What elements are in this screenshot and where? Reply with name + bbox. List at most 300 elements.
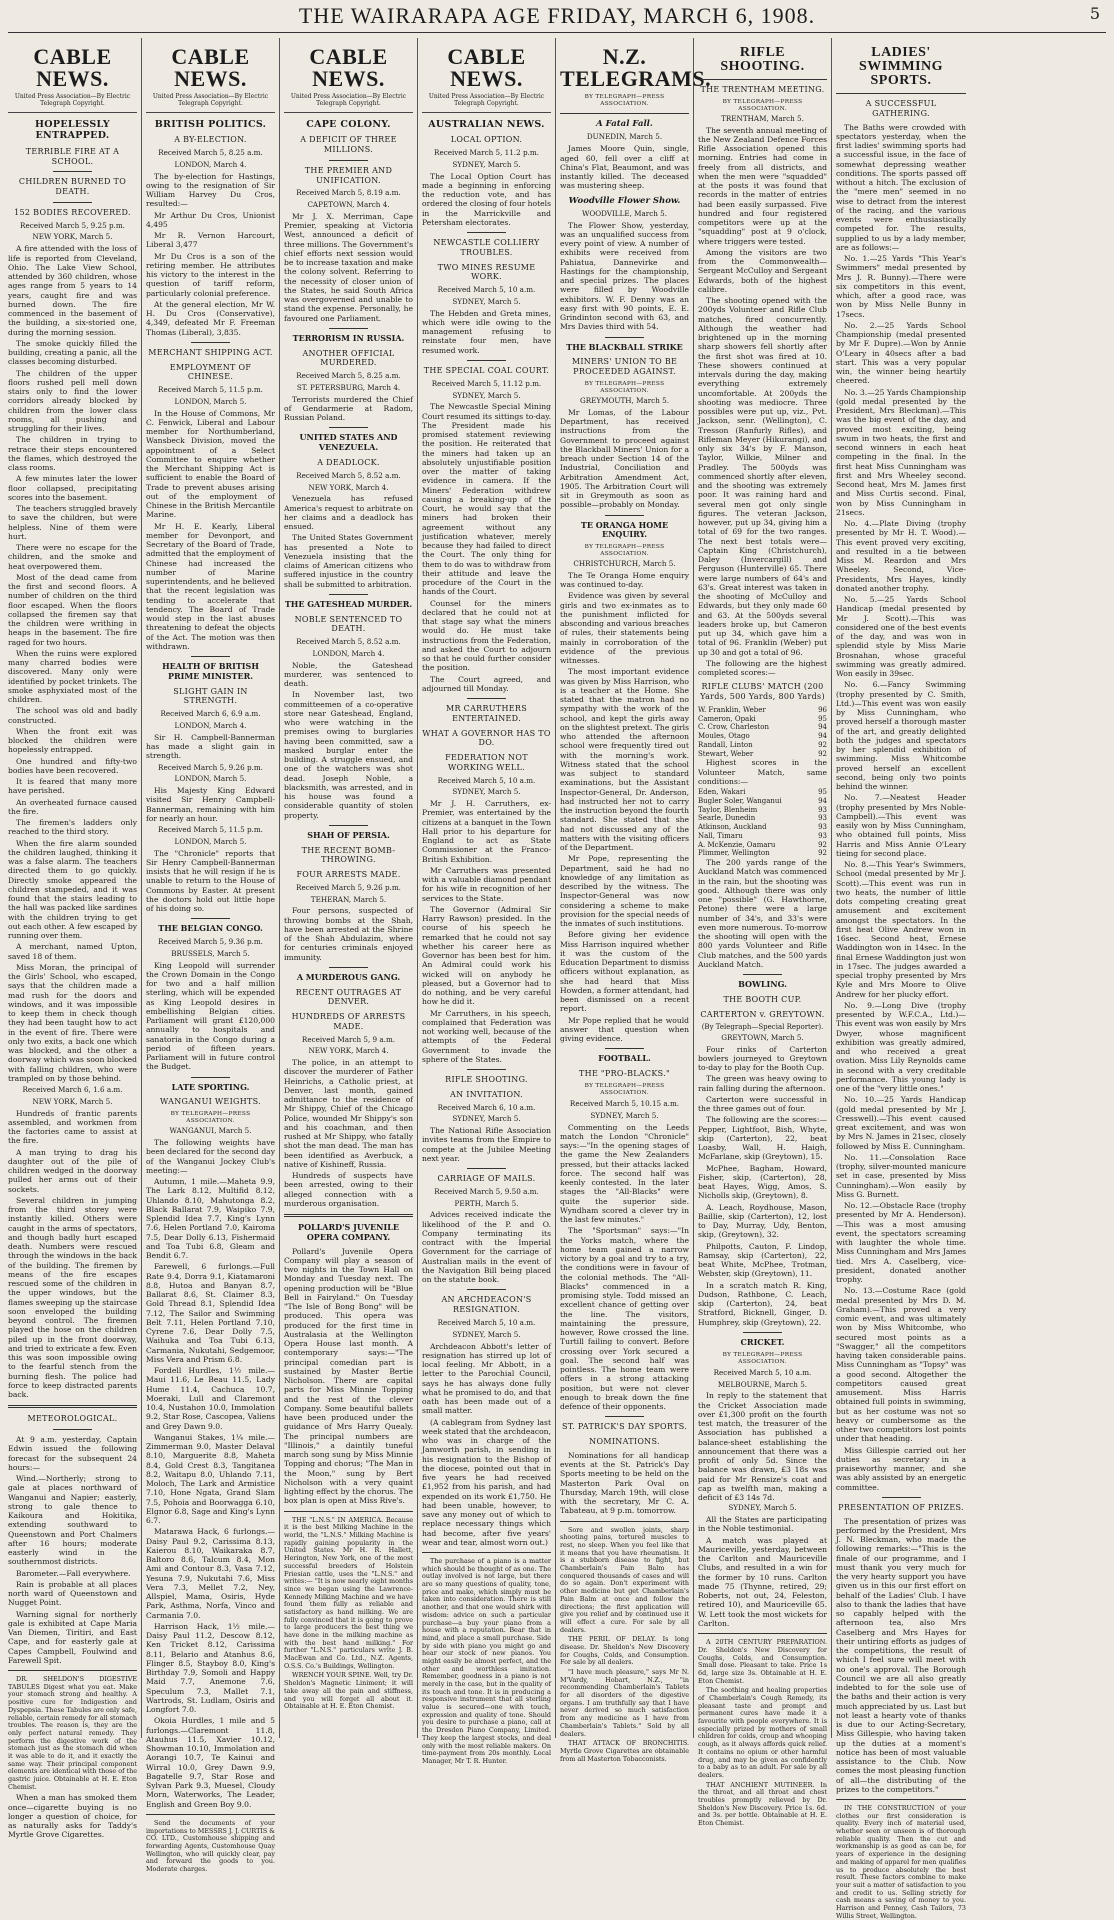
article-paragraph: Counsel for the miners declared that he could not at that stage say what the miners would do. He must take instructions from the Federation, and asked the Court to adjourn so that he could further consider the position.: [422, 598, 551, 673]
article-paragraph: The green was heavy owing to rain falling during the afternoon.: [698, 1074, 827, 1093]
received-line: Received March 5, 8.25 a.m.: [296, 371, 401, 381]
divider: [53, 1429, 92, 1430]
wire-credit: BY TELEGRAPH—PRESS ASSOCIATION.: [722, 98, 803, 112]
divider: [467, 1069, 506, 1070]
competitor-name: Randall, Linton: [698, 740, 753, 749]
byline: United Press Association—By Electric Telegraph Copyright.: [146, 94, 275, 113]
score-row: [698, 750, 827, 759]
subheadline: THE TRENTHAM MEETING.: [700, 85, 825, 94]
subheadline: NOMINATIONS.: [589, 1437, 660, 1447]
article-paragraph: The by-election for Hastings, owing to the resignation of Sir William Harvey Du Cros, resulted:—: [146, 171, 275, 209]
competitor-name: W. Franklin, Weber: [698, 705, 766, 714]
score: 95: [818, 788, 827, 797]
received-line: Received March 5, 9.50 a.m.: [434, 1186, 539, 1196]
column-4: [418, 38, 556, 1765]
subheadline: FEDERATION NOT WORKING WELL.: [445, 753, 528, 772]
divider: [53, 171, 92, 172]
article-paragraph: The 200 yards range of the Auckland Match was commenced in the rain, but the shooting was good. Although there was only one "possible" (G. Hawthorne, Petone) there were a large number of 34's, and 33's were even more numerous. To-morrow the shooting will open with the 800 yards Volunteer and Rifle Club matches, and the 500 yards Auckland Match.: [698, 858, 827, 969]
article-paragraph: A man trying to drag his daughter out of the pile of children wedged in the doorway pulled her arms out of their sockets.: [8, 1147, 137, 1194]
dateline: SYDNEY, March 5.: [452, 159, 521, 169]
subheadline: A DEFICIT OF THREE MILLIONS.: [300, 135, 397, 155]
advertisement: Send the documents of your importations to MESSRS J. J. CURTIS & CO. LTD., Customhouse shipping and forwarding Agents, Customhouse Quay Wellington, who will quickly clear, pay and forward the goods to you. Moderate charges.: [146, 1818, 275, 1874]
divider: [605, 1416, 644, 1417]
article-paragraph: The "Chronicle" reports that Sir Henry Campbell-Bannerman insists that he will resign if he is unable to return to the House of Commons by Easter. At present the doctors hold out little hope of his doing so.: [146, 848, 275, 914]
article-paragraph: The children in trying to retrace their steps encountered the flames, which destroyed the class rooms.: [8, 435, 137, 472]
column-7: [832, 38, 970, 1920]
dateline: CAPETOWN, March 4.: [307, 200, 390, 210]
article-paragraph: His Majesty King Edward visited Sir Henry Campbell-Bannerman, remaining with him for nearly an hour.: [146, 786, 275, 823]
masthead-rule: [8, 32, 1106, 33]
divider: [560, 113, 689, 114]
divider: [191, 918, 230, 919]
score: 92: [818, 849, 827, 858]
article-paragraph: No. 7.—Neatest Header (trophy presented by Mrs Noble-Campbell).—This event was easily won by Miss Cunningham, who obtained full points, Miss Harris and Miss Annie O'Leary tieing for second place.: [836, 793, 966, 858]
score: 94: [818, 732, 827, 741]
received-line: Received March 5, 11.12 p.m.: [431, 378, 542, 388]
score-row: [698, 832, 827, 841]
dateline: DUNEDIN, March 5.: [586, 132, 663, 142]
subheadline: CARTERTON v. GREYTOWN.: [700, 1009, 825, 1019]
wire-credit: BY TELEGRAPH—PRESS ASSOCIATION.: [584, 544, 665, 558]
article-paragraph: Evidence was given by several girls and two ex-inmates as to the punishment inflicted for absconding and various breaches of rules, their statements being mainly in corroboration of the evidence of the previous witnesses.: [560, 591, 689, 666]
score-row: [698, 797, 827, 806]
score-row: [698, 841, 827, 850]
subheadline: FOUR ARRESTS MADE.: [296, 870, 401, 880]
subheadline: A DEADLOCK.: [317, 457, 380, 467]
wire-credit: BY TELEGRAPH—PRESS ASSOCIATION.: [170, 1111, 251, 1125]
article-paragraph: The seventh annual meeting of the New Zealand Defence Forces Rifle Association opened this morning. Entries had come in freely from all districts, and when the men were "squadded" at the posts it was found that records in the matter of entries had been easily surpassed. Five hundred and four registered competitors were up at the "squadding" post at 9 o'clock, where triggers were tested.: [698, 125, 827, 246]
subheadline: LATE SPORTING.: [171, 1081, 250, 1092]
headline: AUSTRALIAN NEWS.: [428, 118, 545, 130]
dateline: TEHERAN, March 5.: [310, 894, 387, 904]
subheadline: HEALTH OF BRITISH PRIME MINISTER.: [162, 661, 259, 681]
article-paragraph: (A cablegram from Sydney last week stated that the archdeacon, who was in charge of the Jamworth parish, in sending in his resignation to the Bishop of the diocese, pointed out that in five years he had received £1,952 from his parish, and had expended on its work £1,750. He had been unable, however, to save any money out of which to replace necessary things which had become, after five years' wear and tear, almost worn out.): [422, 1417, 551, 1547]
competitor-name: Eden, Wakari: [698, 788, 746, 797]
advertisement: THE PERIL OF DELAY. Is long disease. Dr. Sheldon's New Discovery for Coughs, Colds, and Consumption. For sale by all dealers.: [560, 1635, 689, 1667]
article-paragraph: At the general election, Mr W. H. Du Cros (Conservative), 4,349, defeated Mr F. Freeman Thomas (Liberal), 3,835.: [146, 299, 275, 337]
article-paragraph: Farewell, 6 furlongs.—Full Rate 9.4, Dorra 9.1, Kiatamaroni 8.8, Hutoa and Banyan 8.7, Ballarat 8.6, St. Claimer 8.3, Gold Thread 8.1, Splendid Idea 7.12, The Sailor and Swimming Belt 7.11, Helen Portland 7.10, Cyrene 7.6, Dear Dolly 7.5, Waihuka and Toa Tubi 6.13, Carmania, Nukutahi, Sedgemoor, Miss Vera and Prism 6.8.: [146, 1262, 275, 1364]
divider: [882, 1497, 921, 1498]
received-line: Received March 5, 9.36 p.m.: [158, 937, 263, 947]
subheadline: LOCAL OPTION.: [450, 135, 523, 145]
subheadline: Woodville Flower Show.: [568, 195, 681, 206]
article-paragraph: Wanganui Stakes, 1¼ mile.—Zimmerman 9.0, Master Delaval 8.10, Marguerite 8.8, Maheta 8.4, Gold Crest 8.3, Tangitanea 8.2, Waitapu 8.0, Uhlando 7.11, Moloch, The Lark and Armistice 7.10, Hone Ngata, Grand Slam 7.5, Pohoia and Boorwagga 6.10, Elgnor 6.8, Sage and King's Lynn 6.7.: [146, 1432, 275, 1526]
divider: [329, 594, 368, 595]
article-paragraph: Mr J. H. Carruthers, ex-Premier, was entertained by the citizens at a banquet in the Town Hall prior to his departure for England to act as State Commissioner at the Franco-British Exhibition.: [422, 799, 551, 864]
received-line: Received March 5, 9.26 p.m.: [158, 762, 263, 772]
column-heading: CABLE NEWS.: [33, 44, 112, 91]
article-paragraph: James Moore Quin, single, aged 60, fell over a cliff at China's Flat, Beaumont, and was instantly killed. The deceased was mustering sheep.: [560, 144, 689, 191]
article-paragraph: Mr Du Cros is a son of the retiring member. He attributes his victory to the interest in the question of tariff reform, particularly colonial preference.: [146, 251, 275, 298]
article-paragraph: The shooting opened with the 200yds Volunteer and Rifle Club matches, fired concurrently. Although the weather had brightened up in the morning sharp showers fell shortly after the first shot was fired at 10. These showers continued at intervals during the day, making everything extremely uncomfortable. At 200yds the shooting was mediocre. Three possibles were put up, viz., Pvt. Jackson, senr. (Wellington), C. Tresson (Ranfurly Rifles), and Rifleman Meyer (Hikurangi), and only six 34's by F. Manson, Taylor, Wilkie, Milner and Pradley. The 500yds was commenced shortly after eleven, and the shooting was extremely poor. It was raining hard and several men got only single figures. The veteran Jackson, however, put up 34, giving him a total of 69 for the two ranges. The next best totals were—Captain King (Christchurch), Daley (Invercargill) and Ferguson (Hunterville) 65. There were large numbers of 64's and 63's. Great interest was taken in the shooting of McCulloy and Edwards, but they only made 60 and 63. At the 500yds several leaders broke up, but Cameron put up 34, which gave him a total of 96. Franklin (Weber) put up 30 and got a total of 96.: [698, 296, 827, 657]
dateline: LONDON, March 4.: [312, 648, 385, 658]
article-paragraph: Rain is probable at all places north ward of Queenstown and Nugget Point.: [8, 1579, 137, 1608]
dateline: SYDNEY, March 5.: [452, 1114, 521, 1124]
subheadline: SHAH OF PERSIA.: [307, 829, 390, 840]
advertisement: Sore and swollen joints, sharp shooting pains, tortured muscles to rest, no sleep. When you feel like that it means that you have rheumatism. It is a stubborn disease to fight, but Chamberlain's Pain Balm has conquered thousands of cases and will do so again. Don't experiment with other medicine but get Chamberlain's Pain Balm at once and follow the directions; the first application will give you relief and by continued use it will effect a cure. For sale by all dealers.: [560, 1525, 689, 1634]
article-paragraph: McPhee, Bagham, Howard, Fisher, skip, (Carterton), 28, beat Hayes, Wigg, Amos, S. Nicholls skip, (Greytown), 8.: [698, 1163, 827, 1201]
article-paragraph: Okoia Hurdles, 1 mile and 5 furlongs.—Claremont 11.8, Atauhus 11.5, Xavier 10.12, Showman 10.10, Immolation and Aorangi 10.7, Te Kainui and Wirral 10.0, Grey Dawn 9.9, Bagatelle 9.7, Star Rose and Sylvan Park 9.3, Muesel, Cloudy Morn, Waterworks, The Leader, English and Green Boy 9.0.: [146, 1716, 275, 1809]
article-paragraph: Sir H. Campbell-Bannerman has made a slight gain in strength.: [146, 732, 275, 761]
article-paragraph: Philpotts, Cauton, F. Lindop, Ramsay, skip (Carterton), 22, beat White, McPhee, Trotman, Webster, skip (Greytown), 11.: [698, 1241, 827, 1279]
subheadline: THE "PRO-BLACKS.": [579, 1069, 670, 1079]
subheadline: RIFLE SHOOTING.: [445, 1075, 528, 1085]
article-paragraph: Terrorists murdered the Chief of Gendarmerie at Radom, Russian Poland.: [284, 394, 413, 423]
article-paragraph: There were no escape for the children, and the smoke and heat overpowered them.: [8, 543, 137, 571]
received-line: Received March 5, 9.25 p.m.: [20, 220, 125, 230]
article-paragraph: One hundred and fifty-two bodies have been recovered.: [8, 756, 137, 775]
article-paragraph: The National Rifle Association invites teams from the Empire to compete at the Jubilee Meeting next year.: [422, 1126, 551, 1163]
byline: United Press Association—By Electric Telegraph Copyright.: [8, 94, 137, 113]
score-row: [698, 814, 827, 823]
dateline: GREYTOWN, March 5.: [721, 1032, 804, 1042]
divider: [605, 337, 644, 338]
competitor-name: A. McKenzie, Oamaru: [698, 840, 776, 849]
article-paragraph: Hundreds of suspects have been arrested, owing to their alleged connection with a murderous organisation.: [284, 1171, 413, 1208]
subheadline: THE PREMIER AND UNIFICATION.: [304, 165, 393, 185]
column-3: [280, 38, 418, 1738]
article-paragraph: Pollard's Juvenile Opera Company will play a season of two nights in the Town Hall on Monday and Tuesday next. The opening production will be "Blue Bell in Fairyland." On Tuesday "The Isle of Bong Bong" will be produced. This opera was produced for the first time in Australasia at the Wellington Opera House last month. A contemporary says:—"The principal comedian part is sustained by Master Bertie Nicholson. There are capital parts for Miss Minnie Topping and the rest of the clever Company. Some beautiful ballets have been produced under the guidance of Mrs Harry Quealy. The principal numbers are "Illinois," a daintily tuneful march song sung by Miss Minnie Topping and chorus; "The Man in the Moon," sung by Bert Nicholson with a very quaint lighting effect by the chorus. The box plan is open at Miss Rive's.: [284, 1246, 413, 1506]
subheadline: TERRORISM IN RUSSIA.: [292, 332, 405, 343]
received-line: Received March 5, 10 a.m.: [437, 285, 536, 295]
subheadline: ANOTHER OFFICIAL MURDERED.: [302, 348, 395, 368]
divider: [467, 1289, 506, 1290]
article-paragraph: Carterton were successful in the three games out of four.: [698, 1094, 827, 1114]
subheadline: RIFLE CLUBS' MATCH (200 Yards, 500 Yards, 800 Yards): [700, 682, 825, 702]
received-line: Received March 5, 8.52 a.m.: [296, 637, 401, 647]
score: 95: [818, 714, 827, 723]
subheadline: AN INVITATION.: [450, 1089, 523, 1099]
article-paragraph: Matarawa Hack, 6 furlongs.—Daisy Paul 9.2, Carissima 8.13, Kaierou 8.10, Waikaraka 8.7, Baltoro 8.6, Talcum 8.4, Mon Ami and Contour 8.3, Vasa 7.12, Yesuna 7.9, Nukutahi 7.6, Miss Vera 7.3, Mellet 7.2, Ney, Allspiel, Mama, Osiris, Hyde Park, Asthma, Norfa, Vinco and Carmania 7.0.: [146, 1527, 275, 1620]
wire-credit: BY TELEGRAPH—PRESS ASSOCIATION.: [584, 1082, 665, 1097]
column-heading: N.Z. TELEGRAMS.: [560, 44, 712, 91]
divider: [605, 1048, 644, 1049]
article-paragraph: Autumn, 1 mile.—Maheta 9.9, The Lark 8.12, Multifid 8.12, Uhlando 8.10, Mahutonga 8.2, Black Ballarat 7.9, Waipiko 7.9, Splendid Idea 7.7, King's Lynn 7.6, Helen Portland 7.0, Kairoma 7.5, Dear Dolly 6.13, Fishermaid and Toa Tubi 6.8, Gleam and Bendit 6.7.: [146, 1177, 275, 1261]
article-paragraph: The firemen's ladders only reached to the third story.: [8, 818, 137, 837]
article-paragraph: No. 9.—Long Dive (trophy presented by W.F.C.A., Ltd.)—This event was won easily by Mrs Dwyer, whose magnificent exhibition was greatly admired, and who received a great ovation. Miss Lily Reynolds came in second with a very creditable performance. This young lady is one of the "very little ones.": [836, 1000, 966, 1093]
dateline: BRUSSELS, March 5.: [171, 948, 250, 958]
column-heading: CABLE NEWS.: [447, 44, 526, 91]
received-line: Received March 5, 9 a.m.: [301, 1034, 396, 1044]
dateline: GREYMOUTH, March 5.: [580, 396, 669, 406]
article-paragraph: The following are the scores:—Pepper, Lightfoot, Bish, Whyte, skip (Carterton), 22, beat Loasby, Wall, H. Haigh, McFarlane, skip (Greytown), 15.: [698, 1115, 827, 1162]
divider: [836, 1799, 966, 1800]
article-paragraph: Mr Pope replied that he would answer that question when giving evidence.: [560, 1015, 689, 1044]
article-paragraph: Before giving her evidence Miss Harrison inquired whether it was the custom of the Education Department to dismiss officers without explanation, as she had heard that Miss Howden, a former attendant, had been dismissed on a recent report.: [560, 930, 689, 1014]
subheadline: SLIGHT GAIN IN STRENGTH.: [173, 686, 248, 706]
article-paragraph: Mr R. Vernon Harcourt, Liberal 3,477: [146, 231, 275, 250]
competitor-name: Atkinson, Auckland: [698, 823, 767, 832]
newspaper-title: THE WAIRARAPA AGE FRIDAY, MARCH 6, 1908.: [298, 3, 816, 28]
competitor-name: Bugler Soler, Wanganui: [698, 796, 782, 805]
dateline: SYDNEY, March 5.: [590, 1110, 659, 1120]
article-paragraph: King Leopold will surrender the Crown Domain in the Congo for two and a half million sterling, which will be expended as King Leopold desires in embellishing Belgian cities. Parliament will grant £120,000 annually to hospitals and sanatoria in the Congo during a period of fifteen years. Parliament will in future control the Budget.: [146, 960, 275, 1072]
dateline: SYDNEY, March 5.: [452, 390, 521, 400]
article-paragraph: The Newcastle Special Mining Court resumed its sittings to-day. The President made his promised statement reviewing the position. He reiterated that the miners had taken up an absolutely unjustifiable position over the matter of taking evidence in camera. If the Miners' Federation withdrew causing a breaking-up of the Court, he would say that the miners had broken their agreement without any justification whatever, merely because they had failed to direct the Court. The only thing for them to do was to withdraw from their attitude and leave the procedure of the Court in the hands of the Court.: [422, 402, 551, 597]
divider: [191, 1077, 230, 1078]
article-paragraph: Wind.—Northerly; strong to gale at places northward of Wanganui and Napier; easterly, strong to gale thence to Kaikoura and Hokitika, extending southward to Queenstown and Port Chalmers after 16 hours; moderate easterly wind in the southernmost districts.: [8, 1474, 137, 1567]
masthead: [0, 0, 1114, 34]
score: 93: [818, 814, 827, 823]
article-paragraph: The presentation of prizes was performed by the President, Mrs J. N. Bleckman, who made the following remarks:—"This is the finale of our programme, and I must thank you very much for the very hearty support you have given us in this our first effort on behalf of the Ladies' Club. I have also to thank the ladies that have so capably helped with the afternoon tea, also Mrs Caselberg and Mrs Hayes for their untiring efforts as judges of the competitions, the result of which I feel sure will meet with no one's approval. The Borough Council we are all also greatly indebted to for the sole use of the baths and their action is very much appreciated by us. Last but not least a hearty vote of thanks is due to our Acting-Secretary, Miss Gillespie, who having taken up the duties at a moment's notice has been of most valuable assistance to the Club. Now comes the most pleasing function of all—the distributing of the prizes to the competitors.": [836, 1516, 966, 1794]
subheadline: CARRIAGE OF MAILS.: [437, 1174, 536, 1184]
dateline: SYDNEY, March 5.: [728, 1503, 797, 1513]
dateline: LONDON, March 4.: [174, 159, 247, 169]
subheadline: TE ORANGA HOME ENQUIRY.: [580, 519, 669, 540]
subheadline: THE BLACKBALL STRIKE: [566, 341, 683, 352]
divider: [836, 93, 966, 94]
divider: [8, 1670, 137, 1671]
competitor-name: Searle, Dunedin: [698, 814, 756, 823]
advertisement: THE "L.N.S." IN AMERICA. Because it is the best Milking Machine in the world, the "L.N.S." Milking Machine is rapidly gaining popularity in the United States. Mr H. R. Hallett, Herington, New York, one of the most successful breeders of Holstein Friesian cattle, uses the "L.N.S." and writes:— "It is now nearly eight months since we began using the Lawrence-Kennedy Milking Machine and we have found them fully as reliable and satisfactory as hand milking. We are fully convinced that it is going to prove to large producers the best thing we have done in the milking machine as with the best hand milking." For further "L.N.S." particulars write J. B. MacEwan and Co. Ltd., N.Z. Agents, O.S.S. Co.'s Buildings, Wellington.: [284, 1515, 413, 1670]
subheadline: MR CARRUTHERS ENTERTAINED.: [445, 704, 527, 723]
article-paragraph: Mr J. X. Merriman, Cape Premier, speaking at Victoria West, announced a deficit of three millions. The Government's chief efforts next session would be to increase taxation and make the colony solvent. Referring to the necessity of closer union of the States, he said South Africa was overgoverned and unable to stand the expense. Personally, he favoured one Parliament.: [284, 211, 413, 323]
subheadline: THE GATESHEAD MURDER.: [284, 598, 413, 609]
divider: [191, 342, 230, 343]
divider: [743, 1332, 782, 1333]
subheadline: BOWLING.: [738, 979, 787, 990]
dateline: MELBOURNE, March 5.: [717, 1379, 808, 1389]
subheadline: THE BELGIAN CONGO.: [158, 923, 263, 934]
advertisement: DR. SHELDON'S DIGESTIVE TABULES Digest what you eat. Make your stomach strong and healthy. A positive cure for Indigestion and Dyspepsia. These Tabules are only safe, reliable, certain remedy for all stomach troubles. The reason is, they are the only perfect natural remedy. They perform the digestive work of the stomach just as the stomach did when it was able to do it, and it exactly the same way. Their principal component elements are identical with those of the gastric juice. Obtainable at H. E. Eton Chemist.: [8, 1675, 137, 1791]
article-paragraph: Four rinks of Carterton bowlers journeyed to Greytown to-day to play for the Booth Cup.: [698, 1044, 827, 1073]
column-heading: LADIES' SWIMMING SPORTS.: [858, 45, 944, 88]
article-paragraph: A few minutes later the lower floor collapsed, precipitating scores into the basement.: [8, 474, 137, 502]
wire-credit: BY TELEGRAPH—PRESS ASSOCIATION.: [584, 94, 665, 108]
article-paragraph: In November last, two committeemen of a co-operative store near Gateshead, England, who were watching in the premises owing to burglaries having been committed, saw a masked burglar enter the building. A struggle ensued, and one of the watchers was shot dead. Joseph Noble, a blacksmith, was arrested, and in his house was found a considerable quantity of stolen property.: [284, 690, 413, 820]
article-paragraph: No. 5.—25 Yards School Handicap (medal presented by Mr J. Scott).—This was considered one of the best events of the day, and was won in splendid style by Miss Marie Brosnahan, whose graceful swimming was greatly admired. Won easily in 39sec.: [836, 595, 966, 678]
byline: United Press Association—By Electric Telegraph Copyright.: [422, 94, 551, 113]
advertisement: THAT ANCHIENT MUTINEER. In the throat, and all throat and chest troubles promptly relieved by Dr. Sheldon's New Discovery. Price 1s. 6d. and 3s. per bottle. Obtainable at H. E. Eton Chemist.: [698, 1780, 827, 1827]
article-paragraph: When the front exit was blocked the children were hopelessly entrapped.: [8, 726, 137, 755]
article-paragraph: The Hebden and Greta mines, which were idle owing to the management refusing to reinstate four men, have resumed work.: [422, 308, 551, 355]
article-paragraph: All the States are participating in the Noble testimonial.: [698, 1515, 827, 1534]
divider: [743, 974, 782, 975]
article-paragraph: Fordell Hurdles, 1½ mile.—Maui 11.6, Le Beau 11.5, Lady Hume 11.4, Cachuca 10.7, Moeraki, Lull and Claremont 10.4, Nustahon 10.0, Immolation 9.2, Star Rose, Cascopea, Valiens and Grey Dawn 9.0.: [146, 1366, 275, 1431]
advertisement: When a man has smoked them once—cigarette buying is no longer a question of choice, for as naturally asks for Taddy's Myrtle Grove Cigarettes.: [8, 1793, 137, 1840]
headline: BRITISH POLITICS.: [154, 118, 267, 130]
subheadline: CHILDREN BURNED TO DEATH.: [18, 177, 127, 197]
subheadline: A MURDEROUS GANG.: [296, 971, 401, 982]
advertisement: WRENCH YOUR SPINE. Well, try Dr. Sheldon's Magnetic Liniment; it will take away all the pain and stiffness, and you will forget all about it. Obtainable at H. E. Eton Chemist.: [284, 1671, 413, 1711]
article-paragraph: Harrison Hack, 1½ mile.—Daisy Paul 11.2, Descow 8.12, Ken Tricket 8.12, Carissima 8.11, Belario and Atanhus 8.6, Flinger 8.5, Stayboy 8.0, King's Birthday 7.9, Somoli and Happy Maid 7.7, Anemone 7.6, Speculum 7.3, Mallet 7.1, Wartrods, St. Ludlam, Osiris and Longfort 7.0.: [146, 1621, 275, 1715]
divider: [8, 1405, 137, 1408]
score: 92: [818, 740, 827, 749]
article-paragraph: Most of the dead came from the first and second floors. A number of children on the third floor escaped. When the floors collapsed the firemen say that the children were writhing in heaps in the basement. The fire raged for two hours.: [8, 572, 137, 647]
advertisement: "I have much pleasure," says Mr N. M'Vardy, Hobart, N.Z., "in recommending Chamberlain's Tablets for all disorders of the digestive organs. I am truthfully say that I have never derived so much satisfaction from any medicine as I have from Chamberlain's Tablets." Sold by all dealers.: [560, 1668, 689, 1738]
article-paragraph: Mr Pope, representing the Department, said he had no knowledge of any limitation as described by the witness. The Inspector-General was now considering a scheme to make provision for the special needs of the inmates of such institutions.: [560, 854, 689, 929]
divider: [605, 515, 644, 516]
article-paragraph: Four persons, suspected of throwing bombs at the Shah, have been arrested at the Shrine of the Shah Abdulazim, where for centuries criminals enjoyed immunity.: [284, 906, 413, 962]
article-paragraph: No. 12.—Obstacle Race (trophy presented by Mr A. Henderson).—This was a most amusing event, the spectators screaming with laughter the whole time. Miss Cunningham and Mrs James tied. Mrs A. Caselberg, vice-president, donated another trophy.: [836, 1201, 966, 1284]
article-paragraph: The Governor (Admiral Sir Harry Rawson) presided. In the course of his speech he remarked that he could not say whether his career here as Governor has been best for him. An Admiral could work his wicked will on anybody he pleased, but a Governor had to do nothing, and be very careful how he did it.: [422, 904, 551, 1007]
special-reporter: (By Telegraph—Special Reporter).: [701, 1023, 824, 1032]
article-paragraph: When the ruins were explored many charred bodies were discovered. Many only were identified by pocket trinkets. The smoke asphyxiated most of the children.: [8, 648, 137, 704]
advertisement: IN THE CONSTRUCTION of your clothes our first consideration is quality. Every inch of material used, whether seen or unseen is of thorough reliable quality. Then the cut and workmanship is as good as can be, for years of experience in the designing and making of apparel for men qualifies us to produce absolutely the best result. These factors combine to make your suit a matter of satisfaction to you and credit to us. Selling strictly for cash means a saving of money to you. Harrison and Penney, Cash Tailors, 73 Willis Street, Wellington.: [836, 1804, 966, 1920]
dateline: SYDNEY, March 5.: [452, 1329, 521, 1339]
subheadline: AN ARCHDEACON'S RESIGNATION.: [441, 1295, 532, 1315]
page-number: 5: [1089, 4, 1100, 23]
score: 92: [818, 749, 827, 758]
article-paragraph: Several children in jumping from the third storey were instantly killed. Others were caught in the arms of spectators, and though badly hurt escaped death. Numbers were rescued through the windows in the back of the building. The firemen by means of the fire escapes rescued some of the children in the upper windows, but the flames sweeping up the staircase soon enveloped the building beyond control. The firemen played the hose on the children piled up in the front doorway, and tried to extricate a few. Even this was soon impossible owing to the fearful stench from the burning flesh. The police had force to keep distracted parents back.: [8, 1195, 137, 1400]
subheadline: A BY-ELECTION.: [174, 135, 247, 145]
article-paragraph: No. 4.—Plate Diving (trophy presented by Mr H. T. Wood).—This event proved very exciting, and resulted in a tie between Miss M. Reardon and Mrs Wheeley. Second, Vice-Presidents, Mrs Hayes, kindly donated another trophy.: [836, 519, 966, 593]
headline: HOPELESSLY ENTRAPPED.: [35, 118, 110, 142]
wire-credit: BY TELEGRAPH—PRESS ASSOCIATION.: [584, 380, 665, 394]
article-paragraph: Hundreds of frantic parents assembled, and workmen from the factories came to assist at the fire.: [8, 1108, 137, 1146]
competitor-name: C. Crow, Charleston: [698, 723, 769, 732]
article-paragraph: Commenting on the Leeds match the London "Chronicle" says:—"In the opening stages of the game the New Zealanders pressed, but their attacks lacked force. The second half was keenly contested. In the later stages the "All-Blacks" were quite the superior side. Wyndham scored a clever try in the last few minutes.": [560, 1122, 689, 1225]
subheadline: MERCHANT SHIPPING ACT.: [148, 347, 273, 357]
competitor-name: Stewart, Weber: [698, 749, 754, 758]
received-line: Received March 5, 8.52 a.m.: [296, 470, 401, 480]
subheadline: THE RECENT BOMB-THROWING.: [301, 845, 396, 865]
received-line: Received March 6, 1.6 a.m.: [22, 1085, 123, 1094]
byline: United Press Association—By Electric Telegraph Copyright.: [284, 94, 413, 113]
article-paragraph: No. 3.—25 Yards Championship (gold medal presented by the President, Mrs Bleckman).—This was the big event of the day, and proved most exciting, being swum in two heats, the first and second winners in each heat competing in the final. In the first heat Miss Cunningham was first and Mrs Wheeley second. Second heat, Mrs M. James first and Miss Curtis second. Final, won by Miss Cunningham in 21secs.: [836, 387, 966, 517]
column-1: [4, 38, 142, 1840]
article-paragraph: When the fire alarm sounded the children laughed, thinking it was a false alarm. The teachers directed them to go quickly. Directly smoke appeared the children stampeded, and it was found that the stairs leading to the hall was packed like sardines with the children trying to get out each other. A few escaped by running over them.: [8, 838, 137, 940]
divider: [467, 1168, 506, 1169]
article-paragraph: Advices received indicate the likelihood of the P. and O. Company terminating its contract with the Imperial Government for the carriage of Australian mails in the event of the Navigation Bill being placed on the statute book.: [422, 1210, 551, 1285]
subheadline: PRESENTATION OF PRIZES.: [838, 1502, 964, 1512]
dateline: NEW YORK, March 5.: [32, 1096, 113, 1106]
headline: CAPE COLONY.: [306, 118, 391, 130]
advertisement: The soothing and healing properties of Chamberlain's Cough Remedy, its pleasant taste and prompt and permanent cures have made it a favourite with people everywhere. It is especially prized by mothers of small children for colds, croup and whooping cough, as it always affords quick relief. It contains no opium or other harmful drug, and may be given as confidently to a baby as to an adult. For sale by all dealers.: [698, 1686, 827, 1779]
divider: [329, 328, 368, 329]
dateline: NEW YORK, March 5.: [32, 232, 113, 242]
dateline: LONDON, March 4.: [174, 721, 247, 731]
advertisement: A 20TH CENTURY PREPARATION. Dr. Sheldon's New Discovery for Coughs, Colds, and Consumption. Small dose. Pleasant to take. Price 1s 6d, large size 3s. Obtainable at H. E. Eton Chemist.: [698, 1638, 827, 1685]
article-paragraph: The smoke quickly filled the building, creating a panic, all the classes becoming disturbed.: [8, 338, 137, 367]
article-paragraph: The most important evidence was given by Miss Harrison, who is a teacher at the Home. She stated that the matron had no sympathy with the work of the school, and kept the girls away on the slightest pretext. The girls who attended the afternoon school were frequently tired out with the morning's work. Witness stated that the school was subject to standard examinations, but the Assistant Inspector-General, Dr. Anderson, had instructed her not to carry the instruction beyond the fourth standard. She stated that she had not discussed any of the matters with the visiting officers of the Department.: [560, 667, 689, 853]
column-heading: CABLE NEWS.: [171, 44, 250, 91]
dateline: LONDON, March 5.: [174, 774, 247, 784]
divider: [284, 1511, 413, 1512]
divider: [329, 825, 368, 826]
divider: [329, 967, 368, 968]
dateline: WANGANUI, March 5.: [169, 1126, 252, 1136]
article-paragraph: The Court agreed, and adjourned till Monday.: [422, 674, 551, 693]
score: 94: [818, 796, 827, 805]
subheadline: NEWCASTLE COLLIERY TROUBLES.: [433, 238, 540, 257]
article-paragraph: At 9 a.m. yesterday, Captain Edwin issued the following forecast for the subsequent 24 hours:—: [8, 1435, 137, 1472]
article-paragraph: The following weights have been declared for the second day of the Wanganui Jockey Club's meeting:—: [146, 1138, 275, 1175]
article-paragraph: Mr Carruthers, in his speech, complained that Federation was not working well, because of the attempts of the Federal Government to invade the sphere of the States.: [422, 1008, 551, 1064]
dateline: SYDNEY, March 5.: [452, 296, 521, 306]
dateline: PERTH, March 5.: [454, 1198, 519, 1208]
article-paragraph: No. 6.—Fancy Swimming (trophy presented by C. Smith, Ltd.)—This event was won easily by Miss Cunningham, who proved herself a thorough master of the art, and greatly delighted both the judges and spectators by her splendid exhibition of swimming. Miss Whitcombe proved herself an excellent second, being only two points behind the winner.: [836, 680, 966, 791]
dateline: CHRISTCHURCH, March 5.: [573, 559, 676, 569]
received-line: Received March 5, 8.25 a.m.: [158, 148, 263, 158]
dateline: SYDNEY, March 5.: [452, 787, 521, 797]
column-heading: RIFLE SHOOTING.: [720, 45, 805, 74]
subheadline: NOBLE SENTENCED TO DEATH.: [294, 614, 403, 634]
competitor-name: Nall, Timaru: [698, 831, 743, 840]
advertisement: The purchase of a piano is a matter which should be thought of as one. The outlay involved is not large, but there are so many questions of quality, tone, price and make, which simply must be taken into consideration. There is still another, and that one would shirk with wisdom: advice on such a particular purchase—a buy your piano from a house with a reputation. Bear that in mind, and place a small purchase. Side by side with piano you might go and hear our stock of new pianos. You might easily be almost perfect, and the other and worthless imitation. Remember, goodness in a piano is not merely in the case, but in the quality of its touch and tone. It is in producing a responsive instrument that all sterling value is secured—one with touch, expression and quality of tone. Should you desire to purchase a piano, call at the Dresden Piano Company, Limited. They keep the largest stocks, and deal only with the most reliable makers. On time-payment from 20s monthly. Local Manager, Mr T. R. Hunter.: [422, 1557, 551, 1765]
score-row: [698, 806, 827, 815]
article-paragraph: No. 10.—25 Yards Handicap (gold medal presented by Mr J. Cresswell).—This event caused great excitement, and was won by Mrs N. James in 21sec, closely followed by Miss E. Cunningham.: [836, 1095, 966, 1151]
subheadline: TERRIBLE FIRE AT A SCHOOL.: [25, 146, 120, 166]
subheadline: RECENT OUTRAGES AT DENVER.: [295, 987, 402, 1007]
divider: [467, 232, 506, 233]
score: 93: [818, 823, 827, 832]
article-paragraph: Nominations for all handicap events at the St. Patrick's Day Sports meeting to be held on the Masterton Park Oval on Thursday, March 19th, will close with the secretary, Mr C. A. Tabateau, at 9 p.m. tomorrow.: [560, 1450, 689, 1516]
article-paragraph: Warning signal for northerly gale is exhibited at Cape Maria Van Diemen, Tiritiri, and East Cape, and for easterly gale at Capes Campbell, Foulwind and Farewell Spit.: [8, 1609, 137, 1665]
article-paragraph: Barometer.—Fall everywhere.: [16, 1568, 131, 1578]
article-paragraph: The teachers struggled bravely to save the children, but were helpless. Nine of them were hurt.: [8, 504, 137, 541]
article-paragraph: The school was old and badly constructed.: [8, 706, 137, 725]
score-row: [698, 706, 827, 715]
received-line: Received March 5, 10.15 a.m.: [569, 1099, 680, 1109]
subheadline: MINERS' UNION TO BE PROCEEDED AGAINST.: [571, 357, 678, 377]
divider: [329, 160, 368, 161]
dateline: LONDON, March 5.: [174, 836, 247, 846]
score: 93: [818, 831, 827, 840]
divider: [53, 202, 92, 203]
dateline: ST. PETERSBURG, March 4.: [296, 382, 401, 392]
article-paragraph: The police, in an attempt to discover the murderer of Father Heinrichs, a Catholic priest, at Denver, last month, gained admittance to the residence of Mr Shippy, Chief of the Chicago Police, wounded Mr Shippy's son and his coachman, and then rushed at Mr Shippy, who fatally shot the man dead. The man has been identified as Averbuck, a native of Kishineff, Russia.: [284, 1058, 413, 1169]
competitor-name: Moules, Otago: [698, 732, 750, 741]
received-line: Received March 5, 11.5 p.m.: [158, 825, 263, 835]
article-paragraph: The "Sportsman" says:—"In the Yorks match, where the home team gained a narrow victory by a goal and try to a try, the conditions were in favour of the colonial methods. The "All-Blacks" commenced in a promising style. Todd missed an excellent chance of getting over the line. The visitors, maintaining the pressure, however, Rowe crossed the line. Turtill failing to convert. Before crossing over York secured a goal. The second half was pointless. The home team were offers in a strong attacking position, but were not clever enough to break down the fine defence of their opponents.: [560, 1226, 689, 1412]
article-paragraph: Highest scores in the Volunteer Match, same conditions:—: [698, 758, 827, 786]
divider: [698, 1633, 827, 1634]
article-paragraph: Noble, the Gateshead murderer, was sentenced to death.: [284, 660, 413, 689]
article-paragraph: The United States Government has presented a Note to Venezuela insisting that the claims of American citizens who suffered injustice in the country shall be submitted to arbitration.: [284, 533, 413, 589]
column-heading: CABLE NEWS.: [309, 44, 388, 91]
subheadline: 152 BODIES RECOVERED.: [14, 207, 131, 217]
competitor-name: Plimmer, Wellington: [698, 849, 770, 858]
article-paragraph: In reply to the statement that the Cricket Association made over £1,300 profit on the fourth test match, the treasurer of the Association has published a balance-sheet establishing the announcement that there was a profit of only 5d. Since the balance was drawn, £3 18s was paid for Mr Rensize's coat and cap as twelfth man, making a deficit of £3 14s 7d.: [698, 1391, 827, 1503]
received-line: Received March 5, 8.19 a.m.: [296, 188, 401, 198]
advertisement: THAT ATTACK OF BRONCHITIS. Myrtle Grove Cigarettes are obtainable from all Masterton Tobacconists.: [560, 1739, 689, 1763]
subheadline: POLLARD'S JUVENILE OPERA COMPANY.: [298, 1222, 399, 1242]
competitor-name: Taylor, Blenheim: [698, 805, 758, 814]
received-line: Received March 5, 11.2 p.m.: [434, 148, 539, 158]
article-paragraph: The Local Option Court has made a beginning in enforcing the reduction vote, and has ordered the closing of four hotels in the Marrickville and Petersham electorates.: [422, 171, 551, 227]
column-6: [694, 38, 832, 1827]
article-paragraph: Among the visitors are two from the Commonwealth—Sergeant McCulloy and Sergeant Edwards, both of the highest calibre.: [698, 247, 827, 294]
article-paragraph: No. 2.—25 Yards School Championship (medal presented by Mr F. Dupre).—Won by Annie O'Leary in 40secs after a bad start. This was a very popular win, the winner being heartily cheered.: [836, 320, 966, 386]
article-paragraph: Mr Lomas, of the Labour Department, has received instructions from the Government to proceed against the Blackball Miners' Union for a breach under Section 14 of the Industrial, Conciliation and Arbitration Amendment Act, 1905. The Arbitration Court will sit in Greymouth as soon as possible—probably on Monday.: [560, 407, 689, 510]
divider: [467, 698, 506, 699]
score-row: [698, 741, 827, 750]
score-row: [698, 732, 827, 741]
article-paragraph: No. 13.—Costume Race (gold medal presented by Mrs D. M. Graham).—This proved a very comic event, and was ultimately won by Miss Whitcombe, who secured most points as a "Swagger," all the competitors having taken considerable pains. Miss Cunningham as "Topsy" was a good second. Altogether the competitors caused great amusement. Miss Harris obtained full points in swimming, but as her costume was not so heavy or cumbersome as the other two competitors lost points under that heading.: [836, 1286, 966, 1444]
received-line: Received March 5, 10 a.m.: [713, 1367, 812, 1377]
article-paragraph: A. Leach, Roydhouse, Mason, Baillie, skip (Carterton), 12, lost to Day, Murray, Udy, Benton, skip, (Greytown), 32.: [698, 1202, 827, 1240]
article-paragraph: The Te Oranga Home enquiry was continued to-day.: [560, 570, 689, 590]
section-heading: METEOROLOGICAL.: [27, 1414, 118, 1424]
subheadline: EMPLOYMENT OF CHINESE.: [169, 362, 252, 382]
article-paragraph: The Flower Show, yesterday, was an unqualified success from every point of view. A number of exhibits were received from Pahiatua, Dannevirke and Hastings for the championship, and special prizes. The places were filled by Woodville exhibitors. W. F. Denny was an easy first with 90 points, E. E. Grindinton second with 63, and Mrs Davies third with 54.: [560, 220, 689, 332]
column-5: [556, 38, 712, 1763]
article-paragraph: No. 8.—This Year's Swimmers, School (medal presented by Mr J. Scott).—This event was run in two heats, the number of little dots competing creating great amusement and excitement amongst the spectators. In the first heat Olive Andrew won in 16sec. Second heat, Ernese Waddington won in 14sec. In the final Ernese Waddington just won in 17sec. The judges awarded a special trophy presented by Mrs Kyle and Mrs Moore to Olive Andrew for her plucky effort.: [836, 860, 966, 999]
article-paragraph: A merchant, named Upton, saved 18 of them.: [8, 942, 137, 961]
subheadline: A SUCCESSFUL GATHERING.: [865, 99, 937, 118]
article-paragraph: Archdeacon Abbott's letter of resignation has stirred up lot of local feeling. Mr Abbott, in a letter to the Parochial Council, says he has always done fully what he promised to do, and that oath has been made out of a small matter.: [422, 1341, 551, 1416]
score-row: [698, 788, 827, 797]
divider: [329, 427, 368, 428]
subheadline: CRICKET.: [740, 1336, 785, 1347]
divider: [284, 1214, 413, 1217]
score: 92: [818, 840, 827, 849]
subheadline: TWO MINES RESUME WORK.: [437, 262, 536, 282]
wire-credit: BY TELEGRAPH—PRESS ASSOCIATION.: [722, 1351, 803, 1365]
article-paragraph: Venezuela has refused America's request to arbitrate on her claims and a deadlock has ensued.: [284, 494, 413, 532]
subheadline: WHAT A GOVERNOR HAS TO DO.: [422, 728, 551, 748]
